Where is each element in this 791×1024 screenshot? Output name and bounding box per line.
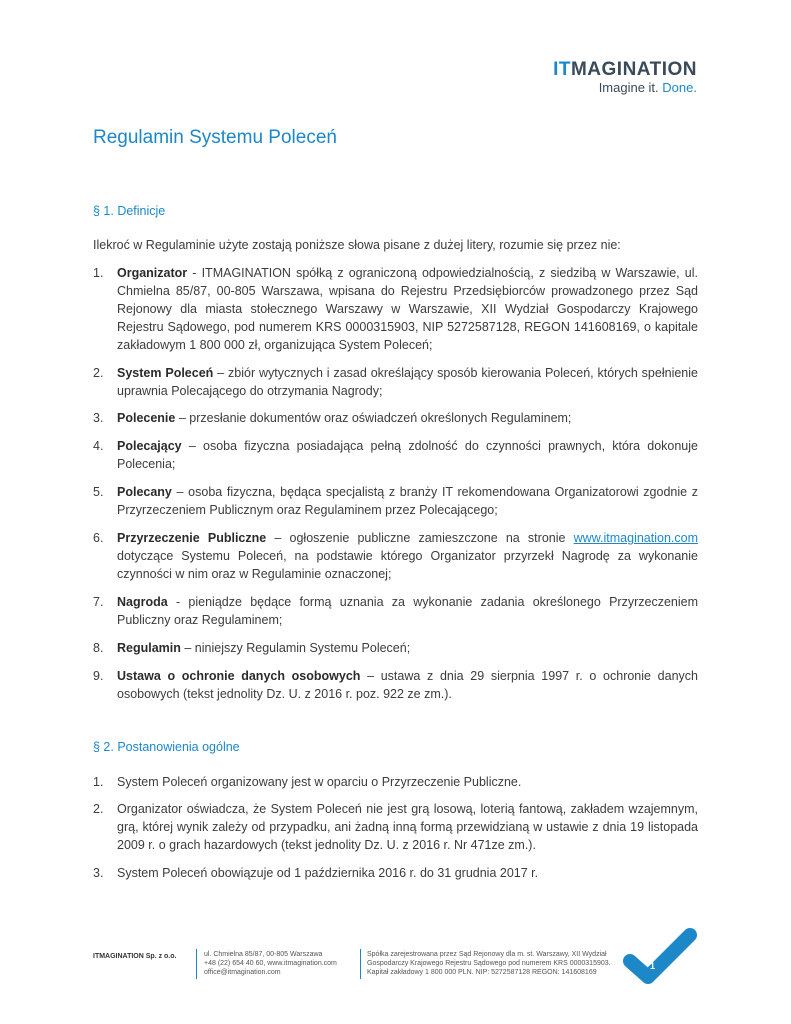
definition-item xyxy=(93,264,698,354)
item-number: 4. xyxy=(93,439,104,453)
page-title: Regulamin Systemu Poleceń xyxy=(93,127,337,148)
definitions-list xyxy=(93,264,698,703)
footer-registry xyxy=(367,950,611,977)
definition-text: – zbiór wytycznych i zasad określający sposób kierowania Poleceń, których spełnienie uprawnia Polecającego do otrzymania Nagrody; xyxy=(117,366,698,398)
footer-divider xyxy=(196,949,197,979)
definition-item xyxy=(93,364,698,400)
item-number: 6. xyxy=(93,531,104,545)
definition-text: – ustawa z dnia 29 sierpnia 1997 r. o ochronie danych osobowych (tekst jednolity Dz. U. z 2016 r. poz. 922 ze zm.). xyxy=(117,669,698,701)
definition-term: Polecenie xyxy=(117,411,176,425)
item-number: 1. xyxy=(93,266,104,280)
item-number: 8. xyxy=(93,641,104,655)
definition-term: Organizator xyxy=(117,266,188,280)
provision-text: Organizator oświadcza, że System Poleceń nie jest grą losową, loterią fantową, zakładem wzajemnym, grą, której wynik zależy od przypadku, ani żadną inną formą przewidzianą w ustawie z dnia 19 listopada 2009 r. o grach hazardowych (tekst jednolity Dz. U. z 2016 r. Nr 471ze zm.). xyxy=(117,802,698,852)
section-2-heading: § 2. Postanowienia ogólne xyxy=(93,740,240,754)
logo-tag-done: Done. xyxy=(662,80,697,95)
definition-term: Polecany xyxy=(117,485,172,499)
provision-text: System Poleceń organizowany jest w oparciu o Przyrzeczenie Publiczne. xyxy=(117,775,522,789)
definition-text: – osoba fizyczna, będąca specjalistą z branży IT rekomendowana Organizatorowi zgodnie z Przyrzeczeniem Publicznym oraz Regulaminem przez Polecającego; xyxy=(117,485,698,517)
general-provisions-list xyxy=(93,773,698,882)
item-number: 3. xyxy=(93,866,104,880)
item-number: 2. xyxy=(93,366,104,380)
logo-tag-prefix: Imagine it. xyxy=(598,80,659,95)
provision-item xyxy=(93,800,698,854)
item-number: 5. xyxy=(93,485,104,499)
item-number: 7. xyxy=(93,595,104,609)
definition-text: - ITMAGINATION spółką z ograniczoną odpowiedzialnością, z siedzibą w Warszawie, ul. Chmielna 85/87, 00-805 Warszawa, wpisana do Rejestru Przedsiębiorców prowadzonego przez Sąd Rejonowy dla miasta stołecznego Warszawy w Warszawie, XII Wydział Gospodarczy Krajowego Rejestru Sądowego, pod numerem KRS 0000315903, NIP 5272587128, REGON 141608169, o kapitale zakładowym 1 800 000 zł, organizująca System Poleceń; xyxy=(117,266,698,352)
definition-text: – ogłoszenie publiczne zamieszczone na stronie xyxy=(266,531,574,545)
item-number: 1. xyxy=(93,775,104,789)
provision-item xyxy=(93,773,698,791)
logo-it: IT xyxy=(553,59,571,80)
definition-text-continued: dotyczące Systemu Poleceń, na podstawie którego Organizator przyrzekł Nagrodę za wykonanie czynności w nim oraz w Regulaminie oznaczonej; xyxy=(117,549,698,581)
definition-term: Ustawa o ochronie danych osobowych xyxy=(117,669,361,683)
definition-term: Polecający xyxy=(117,439,182,453)
footer-contact-line: +48 (22) 654 40 60, www.itmagination.com xyxy=(204,960,337,967)
logo-wordmark xyxy=(553,60,697,80)
definition-item xyxy=(93,529,698,583)
definition-text: - pieniądze będące formą uznania za wykonanie zadania określonego Przyrzeczeniem Publiczny oraz Regulaminem; xyxy=(117,595,698,627)
checkmark-icon xyxy=(622,925,698,985)
footer-divider xyxy=(360,949,361,979)
footer-registry-line: Gospodarczy Krajowego Rejestru Sądowego pod numerem KRS 0000315903. xyxy=(367,960,611,967)
definition-text: – przesłanie dokumentów oraz oświadczeń określonych Regulaminem; xyxy=(175,411,572,425)
definition-item xyxy=(93,437,698,473)
definition-text: – niniejszy Regulamin Systemu Poleceń; xyxy=(180,641,411,655)
definition-item xyxy=(93,639,698,657)
footer-address xyxy=(204,950,337,977)
definition-item xyxy=(93,667,698,703)
footer-email-line: office@itmagination.com xyxy=(204,969,281,976)
definition-term: System Poleceń xyxy=(117,366,214,380)
footer-registry-line: Spółka zarejestrowana przez Sąd Rejonowy dla m. st. Warszawy, XII Wydział xyxy=(367,951,607,958)
section-1-intro: Ilekroć w Regulaminie użyte zostają poniższe słowa pisane z dużej litery, rozumie się przez nie: xyxy=(93,238,621,252)
page-number: 1 xyxy=(650,961,656,971)
company-logo xyxy=(553,60,697,95)
definition-term: Przyrzeczenie Publiczne xyxy=(117,531,267,545)
footer-address-line: ul. Chmielna 85/87, 00-805 Warszawa xyxy=(204,951,323,958)
definition-term: Nagroda xyxy=(117,595,168,609)
definition-item xyxy=(93,483,698,519)
section-1-heading: § 1. Definicje xyxy=(93,204,166,218)
footer-registry-line: Kapitał zakładowy 1 800 000 PLN. NIP: 5272587128 REGON: 141608169 xyxy=(367,969,597,976)
provision-text: System Poleceń obowiązuje od 1 października 2016 r. do 31 grudnia 2017 r. xyxy=(117,866,539,880)
item-number: 3. xyxy=(93,411,104,425)
item-number: 2. xyxy=(93,802,104,816)
provision-item xyxy=(93,864,698,882)
definition-text: – osoba fizyczna posiadająca pełną zdolność do czynności prawnych, która dokonuje Polecenia; xyxy=(117,439,698,471)
definition-item xyxy=(93,593,698,629)
website-link[interactable]: www.itmagination.com xyxy=(573,531,698,545)
definition-item xyxy=(93,409,698,427)
logo-rest: MAGINATION xyxy=(570,59,697,80)
item-number: 9. xyxy=(93,669,104,683)
footer-company: ITMAGINATION Sp. z o.o. xyxy=(93,953,177,960)
definition-term: Regulamin xyxy=(117,641,181,655)
logo-tagline xyxy=(553,80,697,95)
